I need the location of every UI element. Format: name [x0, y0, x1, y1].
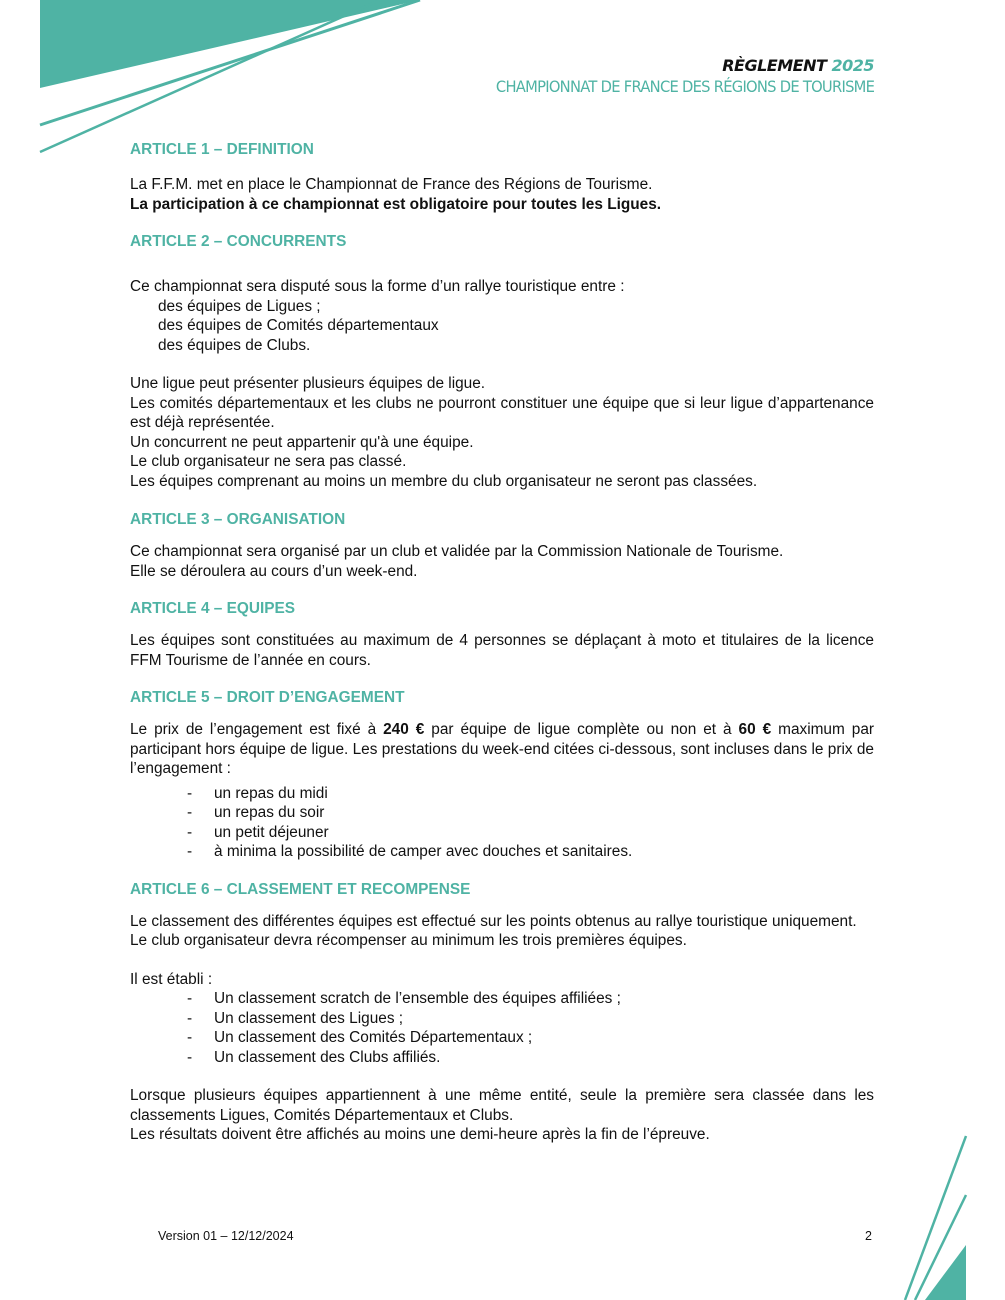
list-item: - un repas du soir — [130, 803, 874, 823]
article-2-team-2: des équipes de Comités départementaux — [158, 317, 439, 334]
article-4-text: Les équipes sont constituées au maximum de 4 personnes se déplaçant à moto et titulaires de la licence FFM Tourisme de l’année en cours. — [130, 632, 874, 669]
article-2-rule-3: Un concurrent ne peut appartenir qu'à une équipe. — [130, 433, 474, 451]
article-5-title: ARTICLE 5 – DROIT D’ENGAGEMENT — [130, 689, 405, 706]
article-5-text-2: par équipe de ligue complète ou non et à — [424, 721, 739, 738]
price-team: 240 € — [383, 721, 425, 738]
article-3-line2: Elle se déroulera au cours d’un week-end. — [130, 562, 418, 580]
article-2-rule-4: Le club organisateur ne sera pas classé. — [130, 453, 407, 470]
article-5-paragraph — [130, 720, 874, 779]
page-number: 2 — [865, 1229, 872, 1243]
article-6-p4: Les résultats doivent être affichés au moins une demi-heure après la fin de l’épreuve. — [130, 1126, 710, 1143]
list-item: - Un classement des Ligues ; — [130, 1009, 874, 1029]
list-item: - à minima la possibilité de camper avec douches et sanitaires. — [130, 842, 874, 862]
article-6-p3: Lorsque plusieurs équipes appartiennent à une même entité, seule la première sera classée dans les classements Ligues, Comités Départementaux et Clubs. — [130, 1087, 874, 1124]
article-2-team-3: des équipes de Clubs. — [158, 336, 311, 354]
article-6-established: Il est établi : — [130, 970, 213, 988]
article-5-list — [130, 784, 874, 862]
article-2-title: ARTICLE 2 – CONCURRENTS — [130, 233, 347, 250]
article-1-title: ARTICLE 1 – DEFINITION — [130, 141, 314, 158]
article-5-text-1: Le prix de l’engagement est fixé à — [130, 721, 384, 738]
article-2-intro: Ce championnat sera disputé sous la forme d’un rallye touristique entre : — [130, 278, 625, 295]
article-2-rule-2: Les comités départementaux et les clubs ne pourront constituer une équipe que si leur ligue d’appartenance est déjà représentée. — [130, 394, 874, 431]
header-title-year: 2025 — [831, 56, 874, 75]
article-2-rule-5: Les équipes comprenant au moins un membre du club organisateur ne seront pas classées. — [130, 472, 758, 490]
article-6-p2: Le club organisateur devra récompenser au minimum les trois premières équipes. — [130, 932, 687, 949]
article-2-team-1: des équipes de Ligues ; — [158, 297, 321, 315]
list-item: - Un classement des Clubs affiliés. — [130, 1048, 874, 1068]
document-header — [463, 56, 874, 98]
list-item: - Un classement scratch de l’ensemble des équipes affiliées ; — [130, 989, 874, 1009]
article-1-line1: La F.F.M. met en place le Championnat de France des Régions de Tourisme. — [130, 176, 653, 193]
article-1-line2: La participation à ce championnat est obligatoire pour toutes les Ligues. — [130, 195, 662, 213]
footer-version: Version 01 – 12/12/2024 — [158, 1229, 294, 1243]
header-title-word: RÈGLEMENT — [722, 56, 827, 75]
header-title — [463, 56, 874, 76]
document-body — [130, 140, 874, 1145]
price-participant: 60 € — [738, 721, 772, 738]
list-item: - Un classement des Comités Départementaux ; — [130, 1028, 874, 1048]
article-3-line1: Ce championnat sera organisé par un club et validée par la Commission Nationale de Tourisme. — [130, 543, 784, 560]
list-item: - un repas du midi — [130, 784, 874, 804]
article-2-rule-1: Une ligue peut présenter plusieurs équipes de ligue. — [130, 375, 486, 392]
article-6-title: ARTICLE 6 – CLASSEMENT ET RECOMPENSE — [130, 880, 471, 898]
article-6-list — [130, 989, 874, 1067]
article-4-title: ARTICLE 4 – EQUIPES — [130, 600, 296, 617]
list-item: - un petit déjeuner — [130, 823, 874, 843]
article-6-p1: Le classement des différentes équipes est effectué sur les points obtenus au rallye touristique uniquement. — [130, 912, 857, 930]
article-3-title: ARTICLE 3 – ORGANISATION — [130, 511, 346, 528]
article-5-text-3: maximum par participant hors équipe de ligue. Les prestations du week-end citées ci-dessous, sont incluses dans le prix de l’engagement : — [130, 721, 875, 777]
header-subtitle: CHAMPIONNAT DE FRANCE DES RÉGIONS DE TOURISME — [495, 77, 874, 96]
